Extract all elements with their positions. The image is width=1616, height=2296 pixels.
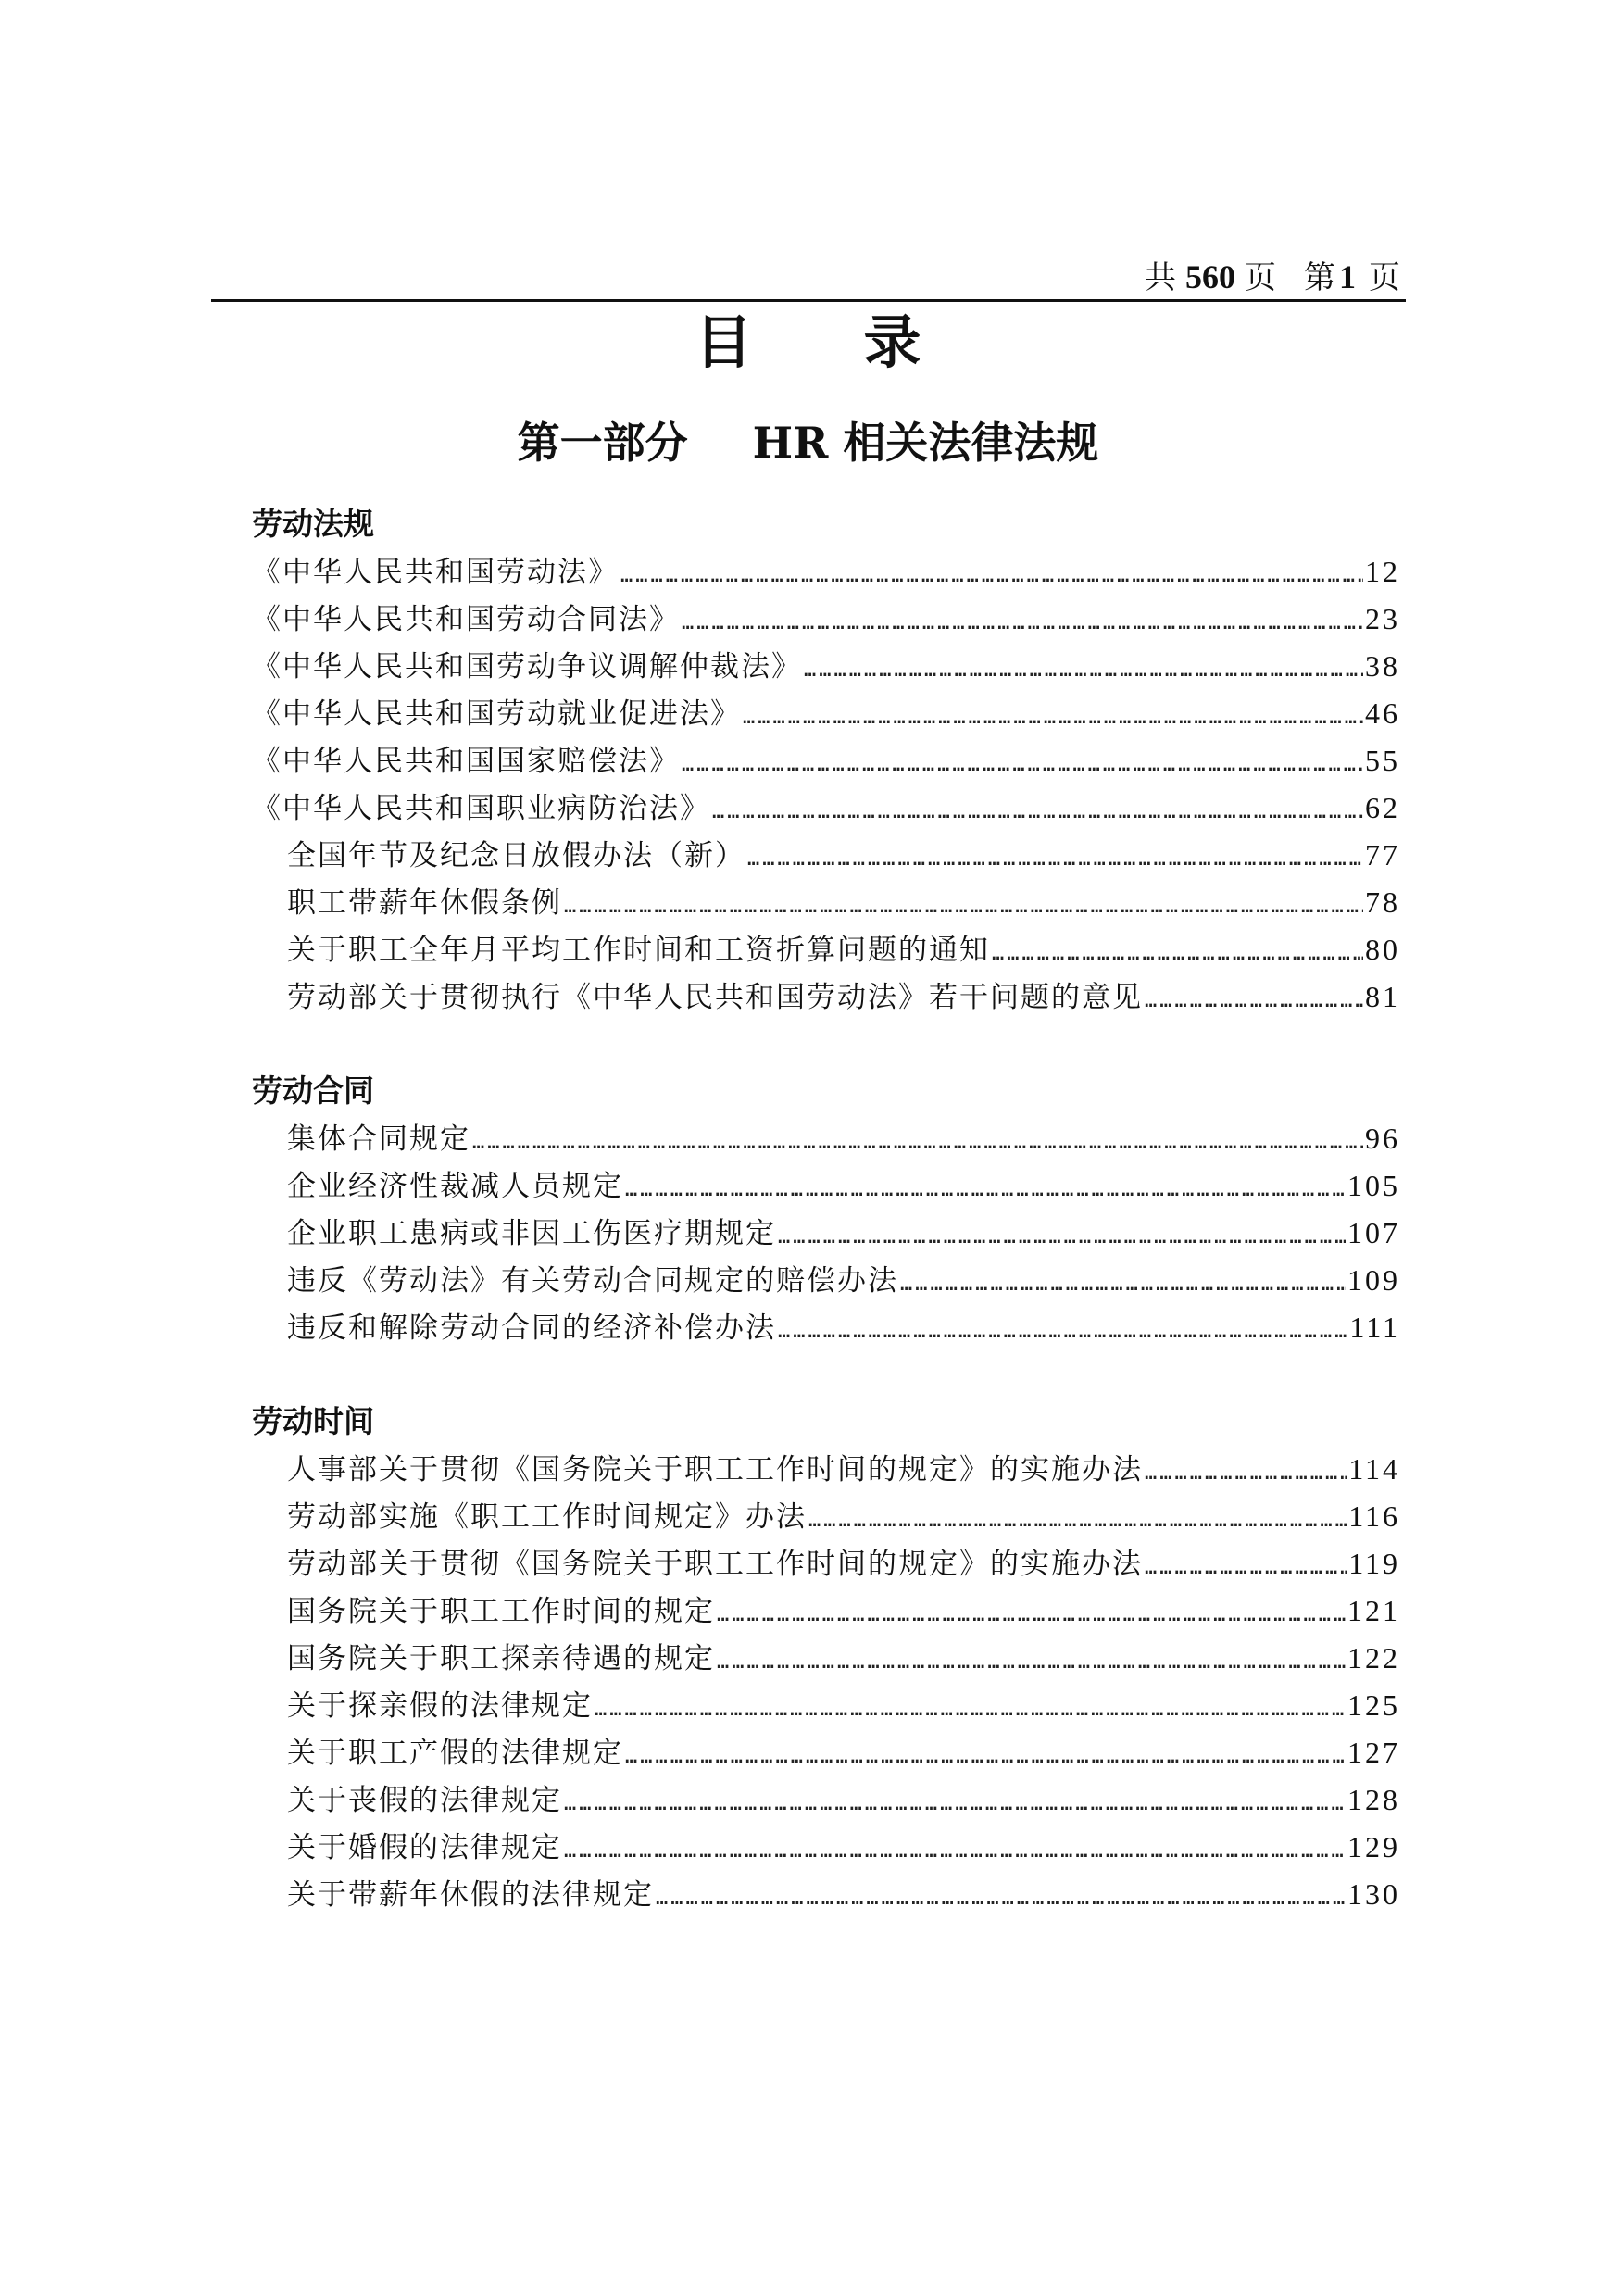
entry-title: 关于职工全年月平均工作时间和工资折算问题的通知 xyxy=(287,934,990,967)
entry-page-number: 121 xyxy=(1347,1594,1400,1627)
toc-title: 目录 xyxy=(695,308,1033,376)
page-prefix: 第 xyxy=(1304,259,1335,296)
entry-page-number: 127 xyxy=(1347,1736,1400,1769)
table-of-contents xyxy=(252,500,1400,1918)
toc-section xyxy=(252,500,1400,1021)
entry-page-number: 111 xyxy=(1349,1311,1400,1344)
dot-leader xyxy=(625,1166,1346,1213)
entry-page-number: 77 xyxy=(1365,838,1400,872)
dot-leader xyxy=(778,1213,1346,1261)
section-heading: 劳动法规 xyxy=(252,506,374,542)
entry-page-number: 114 xyxy=(1348,1452,1400,1486)
toc-entry[interactable] xyxy=(252,1871,1400,1918)
entry-title: 企业职工患病或非因工伤医疗期规定 xyxy=(287,1217,776,1250)
toc-entry[interactable] xyxy=(252,1682,1400,1729)
dot-leader xyxy=(620,552,1363,599)
entry-title: 关于探亲假的法律规定 xyxy=(287,1689,593,1723)
entry-title: 国务院关于职工工作时间的规定 xyxy=(287,1595,715,1628)
dot-leader xyxy=(712,788,1363,835)
page-header xyxy=(211,248,1406,302)
toc-entry[interactable] xyxy=(252,1493,1400,1540)
toc-entry[interactable] xyxy=(252,1115,1400,1162)
dot-leader xyxy=(900,1261,1346,1308)
toc-section xyxy=(252,1067,1400,1351)
toc-entry[interactable] xyxy=(252,784,1400,832)
entry-title: 关于带薪年休假的法律规定 xyxy=(287,1878,654,1912)
page-suffix: 页 xyxy=(1369,259,1400,296)
dot-leader xyxy=(743,694,1363,741)
toc-entry[interactable] xyxy=(252,1540,1400,1587)
entry-page-number: 38 xyxy=(1365,649,1400,683)
dot-leader xyxy=(682,741,1363,788)
entry-page-number: 119 xyxy=(1348,1547,1400,1580)
entry-page-number: 55 xyxy=(1365,744,1400,777)
toc-entry[interactable] xyxy=(252,690,1400,737)
entry-title: 《中华人民共和国劳动就业促进法》 xyxy=(252,697,741,731)
dot-leader xyxy=(717,1638,1346,1686)
entry-page-number: 105 xyxy=(1347,1169,1400,1202)
entry-title: 集体合同规定 xyxy=(287,1123,470,1156)
dot-leader xyxy=(625,1733,1346,1780)
toc-entry[interactable] xyxy=(252,1587,1400,1635)
dot-leader xyxy=(656,1875,1346,1922)
entry-page-number: 78 xyxy=(1365,885,1400,919)
entry-title: 违反和解除劳动合同的经济补偿办法 xyxy=(287,1311,776,1345)
entry-title: 《中华人民共和国职业病防治法》 xyxy=(252,792,710,825)
toc-entry[interactable] xyxy=(252,1446,1400,1493)
entry-page-number: 107 xyxy=(1347,1216,1400,1249)
entry-title: 企业经济性裁减人员规定 xyxy=(287,1170,623,1203)
entry-title: 人事部关于贯彻《国务院关于职工工作时间的规定》的实施办法 xyxy=(287,1453,1143,1487)
dot-leader xyxy=(595,1686,1346,1733)
entry-title: 国务院关于职工探亲待遇的规定 xyxy=(287,1642,715,1675)
dot-leader xyxy=(564,1780,1346,1827)
toc-entry[interactable] xyxy=(252,973,1400,1021)
entry-title: 《中华人民共和国劳动争议调解仲裁法》 xyxy=(252,650,802,684)
entry-page-number: 62 xyxy=(1365,791,1400,824)
dot-leader xyxy=(1145,1449,1347,1497)
toc-entry[interactable] xyxy=(252,1635,1400,1682)
entry-page-number: 109 xyxy=(1347,1263,1400,1297)
part-text: HR 相关法律法规 xyxy=(752,418,1099,468)
entry-page-number: 23 xyxy=(1365,602,1400,635)
entry-title: 劳动部关于贯彻执行《中华人民共和国劳动法》若干问题的意见 xyxy=(287,981,1143,1014)
entry-title: 劳动部关于贯彻《国务院关于职工工作时间的规定》的实施办法 xyxy=(287,1548,1143,1581)
entry-title: 关于婚假的法律规定 xyxy=(287,1831,562,1864)
dot-leader xyxy=(717,1591,1346,1638)
part-title xyxy=(0,415,1616,470)
dot-leader xyxy=(472,1119,1363,1166)
entry-page-number: 129 xyxy=(1347,1830,1400,1863)
entry-page-number: 128 xyxy=(1347,1783,1400,1816)
total-pages: 560 xyxy=(1185,258,1235,295)
page-count xyxy=(1145,252,1400,297)
entry-title: 《中华人民共和国国家赔偿法》 xyxy=(252,745,680,778)
entry-page-number: 130 xyxy=(1347,1877,1400,1911)
entry-page-number: 12 xyxy=(1365,555,1400,588)
entry-title: 《中华人民共和国劳动法》 xyxy=(252,556,619,589)
entry-page-number: 81 xyxy=(1365,980,1400,1013)
dot-leader xyxy=(564,883,1363,930)
total-prefix: 共 xyxy=(1145,259,1176,296)
toc-entry[interactable] xyxy=(252,1162,1400,1210)
dot-leader xyxy=(682,599,1363,646)
toc-entry[interactable] xyxy=(252,879,1400,926)
entry-page-number: 116 xyxy=(1348,1499,1400,1533)
toc-entry[interactable] xyxy=(252,832,1400,879)
dot-leader xyxy=(778,1308,1347,1355)
entry-title: 关于职工产假的法律规定 xyxy=(287,1737,623,1770)
part-label: 第一部分 xyxy=(517,418,688,468)
toc-entry[interactable] xyxy=(252,926,1400,973)
entry-page-number: 96 xyxy=(1365,1122,1400,1155)
toc-entry[interactable] xyxy=(252,737,1400,784)
dot-leader xyxy=(804,646,1363,694)
entry-title: 职工带薪年休假条例 xyxy=(287,886,562,920)
entry-title: 违反《劳动法》有关劳动合同规定的赔偿办法 xyxy=(287,1264,898,1298)
dot-leader xyxy=(747,835,1363,883)
total-suffix: 页 xyxy=(1245,259,1276,296)
dot-leader xyxy=(564,1827,1346,1875)
entry-title: 关于丧假的法律规定 xyxy=(287,1784,562,1817)
toc-section xyxy=(252,1398,1400,1918)
toc-entry[interactable] xyxy=(252,1776,1400,1824)
section-heading: 劳动合同 xyxy=(252,1073,374,1109)
toc-entry[interactable] xyxy=(252,643,1400,690)
entry-title: 《中华人民共和国劳动合同法》 xyxy=(252,603,680,636)
toc-entry[interactable] xyxy=(252,596,1400,643)
toc-entry[interactable] xyxy=(252,1304,1400,1351)
entry-title: 劳动部实施《职工工作时间规定》办法 xyxy=(287,1500,807,1534)
dot-leader xyxy=(1145,977,1363,1024)
dot-leader xyxy=(992,930,1363,977)
entry-page-number: 80 xyxy=(1365,933,1400,966)
toc-entry[interactable] xyxy=(252,1729,1400,1776)
dot-leader xyxy=(1145,1544,1347,1591)
toc-entry[interactable] xyxy=(252,548,1400,596)
entry-page-number: 46 xyxy=(1365,696,1400,730)
dot-leader xyxy=(808,1497,1347,1544)
toc-entry[interactable] xyxy=(252,1257,1400,1304)
entry-page-number: 122 xyxy=(1347,1641,1400,1675)
entry-title: 全国年节及纪念日放假办法（新） xyxy=(287,839,745,872)
toc-entry[interactable] xyxy=(252,1824,1400,1871)
toc-entry[interactable] xyxy=(252,1210,1400,1257)
entry-page-number: 125 xyxy=(1347,1688,1400,1722)
page-number: 1 xyxy=(1339,258,1356,295)
section-heading: 劳动时间 xyxy=(252,1403,374,1439)
